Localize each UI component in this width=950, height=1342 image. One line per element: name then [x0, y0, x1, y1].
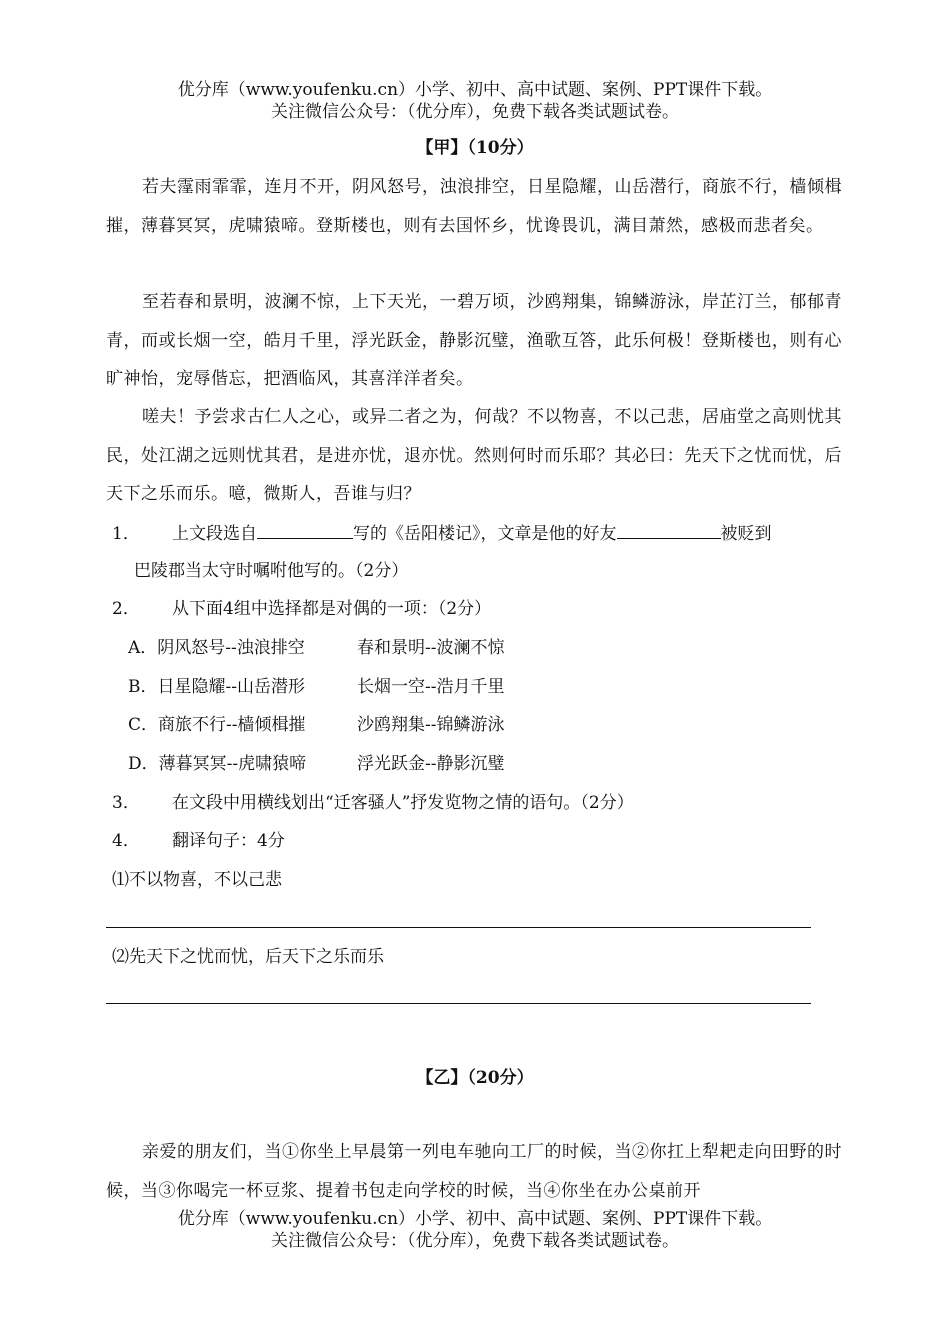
question-3 [112, 791, 634, 815]
option-c[interactable] [128, 713, 505, 737]
question-1-line-2: 巴陵郡当太守时嘱咐他写的。（2分） [134, 561, 409, 581]
question-1-number: 1． [112, 524, 140, 544]
option-a-right: 春和景明--波澜不惊 [357, 638, 505, 658]
header-line-1: 优分库（www.youfenku.cn）小学、初中、高中试题、案例、PPT课件下载。 [177, 80, 773, 100]
option-d-left: D．薄暮冥冥--虎啸猿啼 [128, 754, 307, 774]
question-1-blank-author[interactable] [257, 520, 353, 539]
header-line-2: 关注微信公众号：（优分库），免费下载各类试题试卷。 [271, 102, 679, 122]
question-1-text-part2: 写的《岳阳楼记》，文章是他的好友 [353, 524, 617, 544]
passage-paragraph-3: 嗟夫！予尝求古仁人之心，或异二者之为，何哉？不以物喜，不以己悲，居庙堂之高则忧其民，处江湖之远则忧其君，是进亦忧，退亦忧。然则何时而乐耶？其必曰：先天下之忧而忧，后天下之乐而乐。噫，微斯人，吾谁与归？ [106, 407, 842, 504]
option-a[interactable] [128, 636, 505, 660]
option-b-right: 长烟一空--浩月千里 [357, 677, 505, 697]
option-a-left: A．阴风怒号--浊浪排空 [128, 638, 305, 658]
question-2-text: 从下面4组中选择都是对偶的一项：（2分） [172, 599, 492, 619]
question-1-text-part3: 被贬到 [720, 524, 772, 544]
section-b-title: 【乙】（20分） [416, 1068, 534, 1088]
option-b[interactable] [128, 675, 505, 699]
option-c-right: 沙鸥翔集--锦鳞游泳 [357, 715, 505, 735]
footer-line-2: 关注微信公众号：（优分库），免费下载各类试题试卷。 [271, 1231, 679, 1251]
question-3-text: 在文段中用横线划出“迁客骚人”抒发览物之情的语句。（2分） [172, 793, 634, 813]
answer-line-1[interactable] [106, 927, 811, 928]
passage-paragraph-1: 若夫霪雨霏霏，连月不开，阴风怒号，浊浪排空，日星隐耀，山岳潜行，商旅不行，樯倾楫摧，薄暮冥冥，虎啸猿啼。登斯楼也，则有去国怀乡，忧谗畏讥，满目萧然，感极而悲者矣。 [106, 177, 842, 236]
question-4-number: 4． [112, 831, 140, 851]
option-d-right: 浮光跃金--静影沉璧 [357, 754, 505, 774]
question-1-blank-friend[interactable] [617, 520, 721, 539]
question-2 [112, 597, 491, 621]
passage-paragraph-2: 至若春和景明，波澜不惊，上下天光，一碧万顷，沙鸥翔集，锦鳞游泳，岸芷汀兰，郁郁青青，而或长烟一空，皓月千里，浮光跃金，静影沉璧，渔歌互答，此乐何极！登斯楼也，则有心旷神怡，宠辱偕忘，把酒临风，其喜洋洋者矣。 [106, 292, 842, 389]
question-4 [112, 829, 285, 853]
answer-line-2[interactable] [106, 1003, 811, 1004]
question-4-text: 翻译句子：4分 [172, 831, 285, 851]
question-1-text-part1: 上文段选自 [172, 524, 257, 544]
option-b-left: B．日星隐耀--山岳潜形 [128, 677, 305, 697]
question-3-number: 3． [112, 793, 140, 813]
question-4-sub-2: ⑵先天下之忧而忧，后天下之乐而乐 [112, 947, 384, 967]
question-1 [112, 520, 772, 546]
section-a-title: 【甲】（10分） [416, 138, 534, 158]
section-b-paragraph: 亲爱的朋友们，当①你坐上早晨第一列电车驰向工厂的时候，当②你扛上犁耙走向田野的时候，当③你喝完一杯豆浆、提着书包走向学校的时候，当④你坐在办公桌前开 [106, 1142, 842, 1201]
option-c-left: C．商旅不行--樯倾楫摧 [128, 715, 306, 735]
question-2-number: 2． [112, 599, 140, 619]
footer-line-1: 优分库（www.youfenku.cn）小学、初中、高中试题、案例、PPT课件下载。 [177, 1209, 773, 1229]
option-d[interactable] [128, 752, 505, 776]
question-4-sub-1: ⑴不以物喜，不以己悲 [112, 870, 282, 890]
